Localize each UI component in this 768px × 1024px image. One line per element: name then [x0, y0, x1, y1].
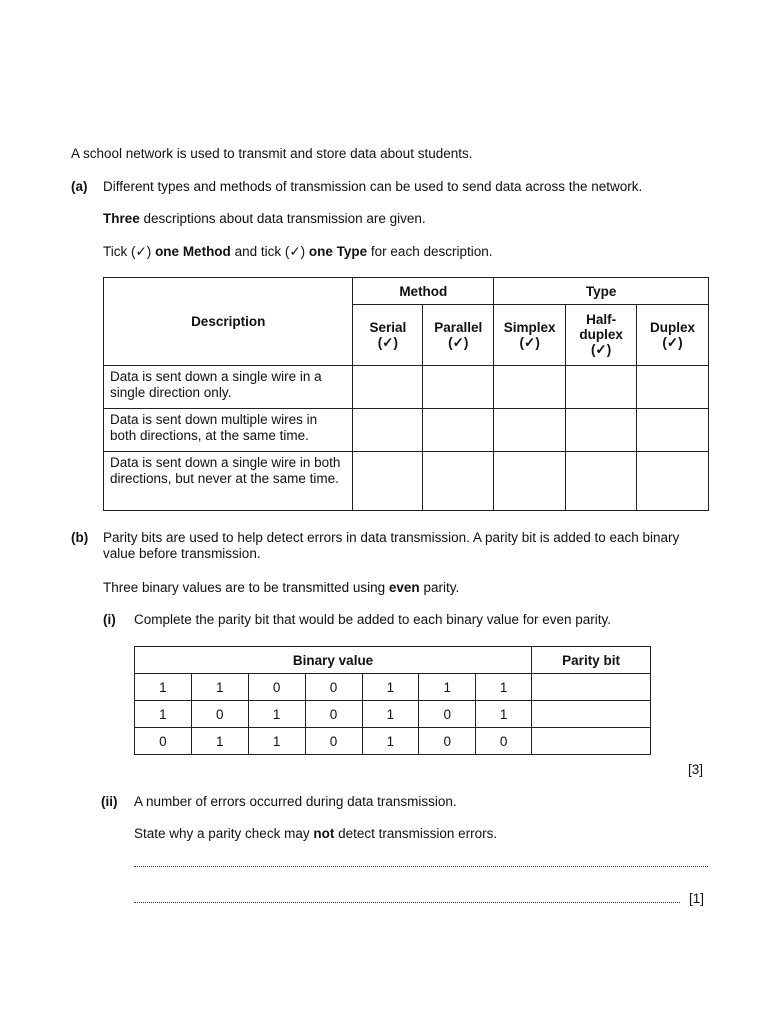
bit-cell: 1	[476, 674, 532, 701]
bit-cell: 0	[305, 674, 362, 701]
tick-label: (✓)	[662, 334, 683, 350]
part-b-ii-label: (ii)	[101, 794, 118, 809]
three-bold: Three	[103, 211, 140, 226]
bit-cell: 0	[135, 728, 192, 755]
tick-cell[interactable]	[353, 452, 423, 511]
part-b-i-label: (i)	[103, 612, 116, 627]
instr-e: for each description.	[367, 244, 493, 259]
serial-label: Serial	[369, 319, 407, 335]
tick-label: (✓)	[377, 334, 398, 350]
type-header: Type	[494, 278, 709, 305]
part-b-label: (b)	[71, 530, 89, 545]
bit-cell: 1	[362, 728, 419, 755]
bit-cell: 0	[476, 728, 532, 755]
bit-cell: 1	[191, 728, 248, 755]
description-row-3: Data is sent down a single wire in both directions, but never at the same time.	[104, 452, 353, 511]
tick-cell[interactable]	[566, 366, 637, 409]
part-a-line2	[103, 211, 426, 226]
bit-cell: 1	[419, 674, 476, 701]
part-a-instructions	[103, 244, 493, 260]
b-line2-a: Three binary values are to be transmitted using	[103, 580, 389, 595]
tick-cell[interactable]	[566, 409, 637, 452]
ii-line2-c: detect transmission errors.	[334, 826, 498, 841]
tick-cell[interactable]	[494, 366, 566, 409]
bit-cell: 0	[305, 728, 362, 755]
tick-cell[interactable]	[423, 366, 494, 409]
answer-line-2[interactable]	[134, 902, 680, 903]
instr-method: one Method	[155, 244, 231, 259]
bit-cell: 0	[248, 674, 305, 701]
mark-1: [1]	[689, 891, 705, 906]
parity-answer-cell[interactable]	[532, 701, 651, 728]
part-b-i-question: Complete the parity bit that would be added to each binary value for even parity.	[134, 612, 612, 627]
description-row-2: Data is sent down multiple wires in both directions, at the same time.	[104, 409, 353, 452]
parallel-label: Parallel	[434, 319, 483, 335]
tick-cell[interactable]	[494, 409, 566, 452]
mark-3: [3]	[688, 762, 704, 777]
col-duplex	[637, 305, 709, 366]
bit-cell: 1	[476, 701, 532, 728]
tick-cell[interactable]	[353, 409, 423, 452]
tick-cell[interactable]	[423, 452, 494, 511]
tick-cell[interactable]	[637, 366, 709, 409]
ii-line2-a: State why a parity check may	[134, 826, 314, 841]
tick-cell[interactable]	[637, 452, 709, 511]
tick-cell[interactable]	[494, 452, 566, 511]
col-simplex	[494, 305, 566, 366]
part-a-line2-rest: descriptions about data transmission are given.	[139, 211, 426, 226]
part-b-ii-question: A number of errors occurred during data transmission.	[134, 794, 457, 809]
tick-cell[interactable]	[637, 409, 709, 452]
half-label: Half-	[586, 312, 617, 327]
bit-cell: 0	[419, 728, 476, 755]
parity-answer-cell[interactable]	[532, 674, 651, 701]
part-a-question: Different types and methods of transmission can be used to send data across the network.	[103, 179, 643, 194]
tick-label: (✓)	[519, 334, 540, 350]
not-bold: not	[313, 826, 335, 841]
parity-answer-cell[interactable]	[532, 728, 651, 755]
bit-cell: 1	[248, 701, 305, 728]
part-b-line2	[103, 580, 459, 595]
instr-type: one Type	[308, 244, 368, 259]
part-a-label: (a)	[71, 179, 88, 194]
bit-cell: 1	[135, 674, 192, 701]
b-line2-c: parity.	[419, 580, 460, 595]
bit-cell: 1	[248, 728, 305, 755]
even-bold: even	[388, 580, 420, 595]
instr-a: Tick (✓)	[103, 244, 156, 259]
bit-cell: 1	[362, 701, 419, 728]
description-header: Description	[104, 278, 353, 366]
col-half-duplex	[566, 305, 637, 366]
part-b-ii-line2	[134, 826, 497, 841]
bit-cell: 0	[191, 701, 248, 728]
tick-label: (✓)	[448, 334, 469, 350]
bit-cell: 1	[135, 701, 192, 728]
bit-cell: 0	[305, 701, 362, 728]
binary-row	[135, 701, 651, 728]
tick-label: (✓)	[590, 342, 612, 357]
duplex-label: Duplex	[650, 319, 696, 335]
method-header: Method	[353, 278, 494, 305]
bit-cell: 1	[362, 674, 419, 701]
intro-text: A school network is used to transmit and store data about students.	[71, 146, 473, 161]
transmission-table	[103, 277, 709, 511]
answer-line-1[interactable]	[134, 866, 708, 867]
bit-cell: 0	[419, 701, 476, 728]
duplex-sub-label: duplex	[579, 327, 623, 342]
part-b-question: Parity bits are used to help detect errors in data transmission. A parity bit is added to each binary value before transmission.	[103, 530, 680, 561]
description-row-1: Data is sent down a single wire in a single direction only.	[104, 366, 353, 409]
binary-row	[135, 674, 651, 701]
tick-cell[interactable]	[566, 452, 637, 511]
tick-cell[interactable]	[353, 366, 423, 409]
bit-cell: 1	[191, 674, 248, 701]
col-parallel	[423, 305, 494, 366]
instr-c: and tick (✓)	[230, 244, 309, 259]
col-serial	[353, 305, 423, 366]
binary-value-header: Binary value	[135, 647, 532, 674]
parity-bit-header: Parity bit	[532, 647, 651, 674]
parity-table	[134, 646, 651, 755]
simplex-label: Simplex	[503, 319, 556, 335]
binary-row	[135, 728, 651, 755]
tick-cell[interactable]	[423, 409, 494, 452]
